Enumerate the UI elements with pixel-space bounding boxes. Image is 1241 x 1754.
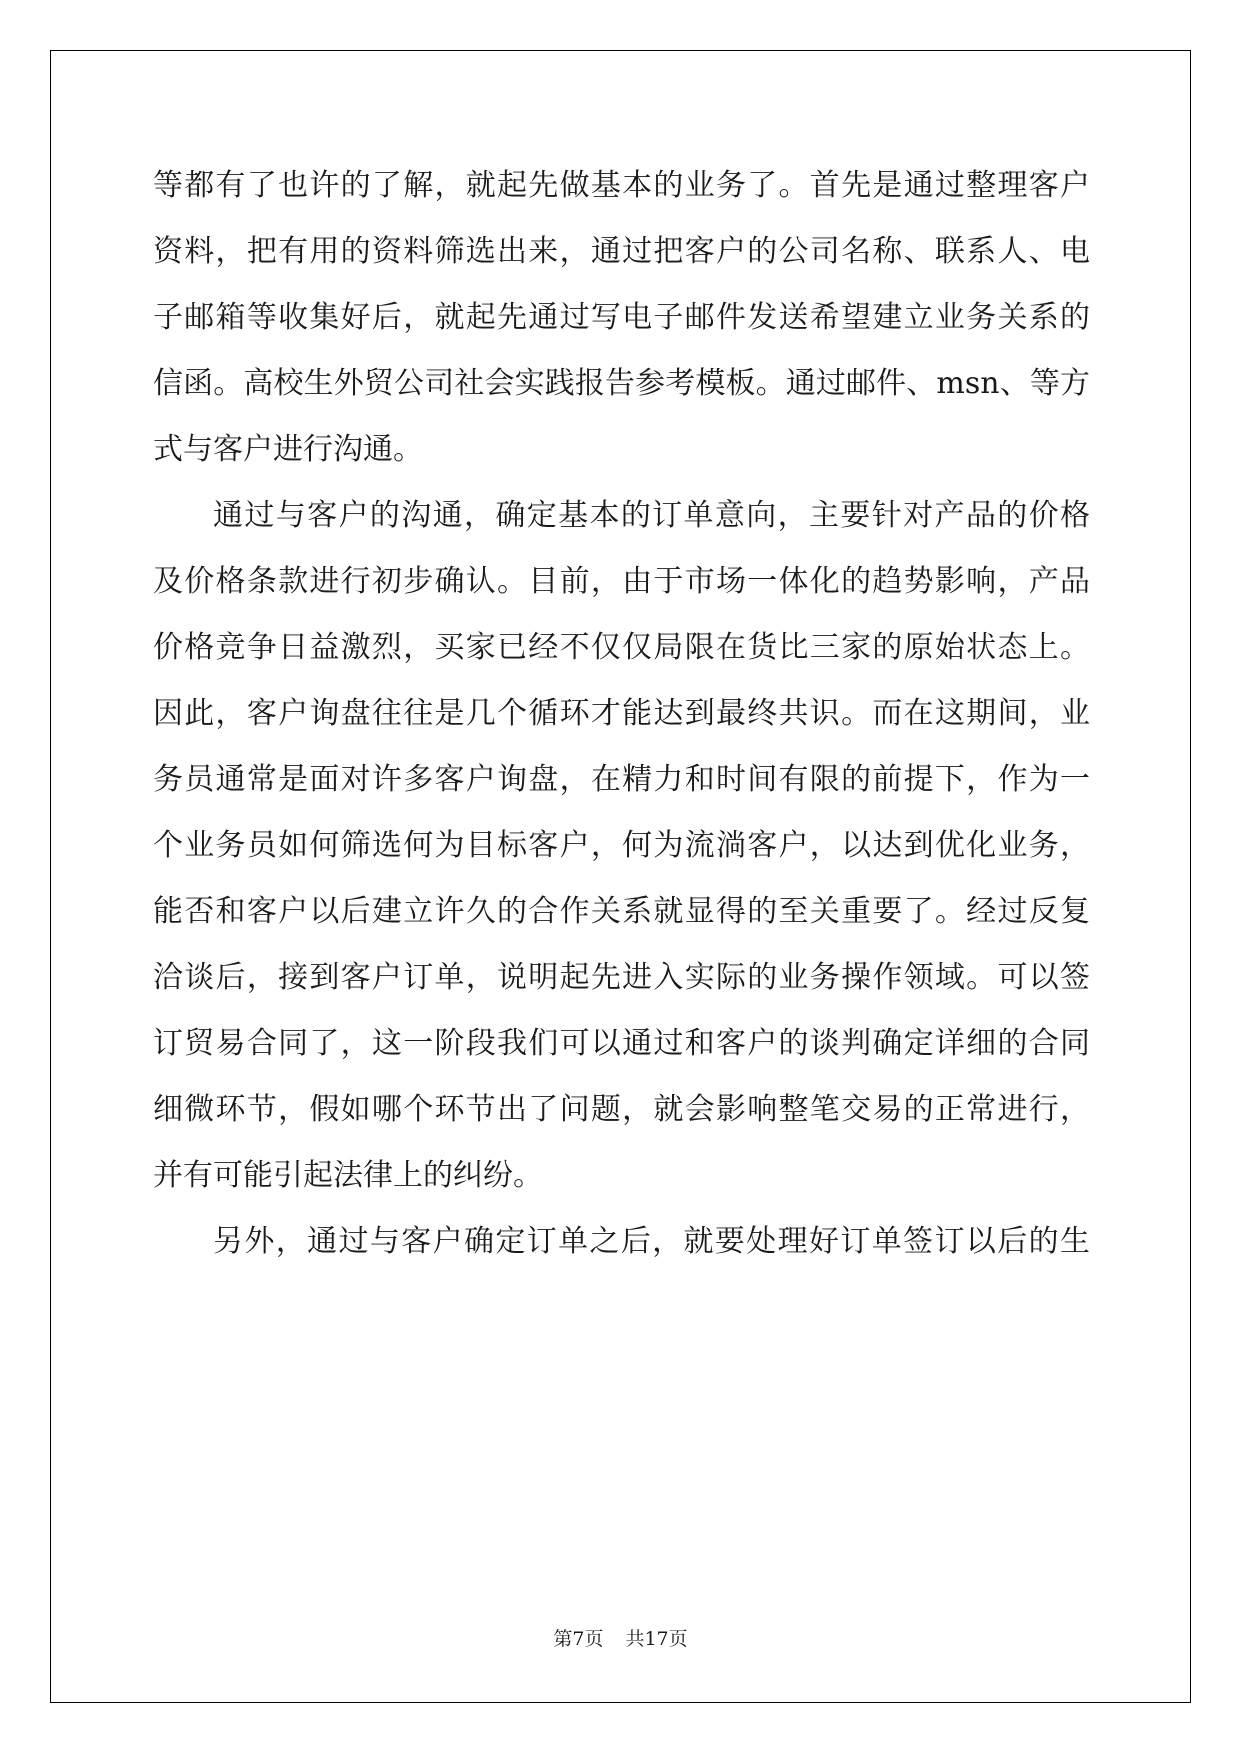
paragraph-2: [153, 483, 1090, 1209]
text-line: 式与客户进行沟通。: [153, 432, 423, 467]
text-line: 价格竞争日益激烈，买家已经不仅仅局限在货比三家的原始状态上。: [153, 630, 1090, 665]
text-line: 因此，客户询盘往往是几个循环才能达到最终共识。而在这期间，业: [153, 696, 1090, 731]
text-line: 能否和客户以后建立许久的合作关系就显得的至关重要了。经过反复: [153, 894, 1090, 929]
text-line: 订贸易合同了，这一阶段我们可以通过和客户的谈判确定详细的合同: [153, 1026, 1090, 1061]
page-footer: [0, 1624, 1241, 1651]
text-line: 另外，通过与客户确定订单之后，就要处理好订单签订以后的生: [213, 1224, 1090, 1259]
text-line: 个业务员如何筛选何为目标客户，何为流淌客户，以达到优化业务，: [153, 828, 1090, 863]
document-body: [153, 153, 1090, 1275]
text-line: 资料，把有用的资料筛选出来，通过把客户的公司名称、联系人、电: [153, 234, 1090, 269]
text-line: 细微环节，假如哪个环节出了问题，就会影响整笔交易的正常进行，: [153, 1092, 1090, 1127]
text-line: 及价格条款进行初步确认。目前，由于市场一体化的趋势影响，产品: [153, 564, 1090, 599]
paragraph-3: [153, 1209, 1090, 1275]
page-number: 第7页: [553, 1628, 604, 1650]
text-line: 子邮箱等收集好后，就起先通过写电子邮件发送希望建立业务关系的: [153, 300, 1090, 335]
text-line: 务员通常是面对许多客户询盘，在精力和时间有限的前提下，作为一: [153, 762, 1090, 797]
text-line: 等都有了也许的了解，就起先做基本的业务了。首先是通过整理客户: [153, 168, 1090, 203]
text-line: 并有可能引起法律上的纠纷。: [153, 1158, 543, 1193]
text-line: 信函。高校生外贸公司社会实践报告参考模板。通过邮件、msn、等方: [153, 366, 1090, 401]
text-line: 洽谈后，接到客户订单，说明起先进入实际的业务操作领域。可以签: [153, 960, 1090, 995]
page-total: 共17页: [625, 1628, 688, 1650]
paragraph-1: [153, 153, 1090, 483]
text-line: 通过与客户的沟通，确定基本的订单意向，主要针对产品的价格: [213, 498, 1090, 533]
